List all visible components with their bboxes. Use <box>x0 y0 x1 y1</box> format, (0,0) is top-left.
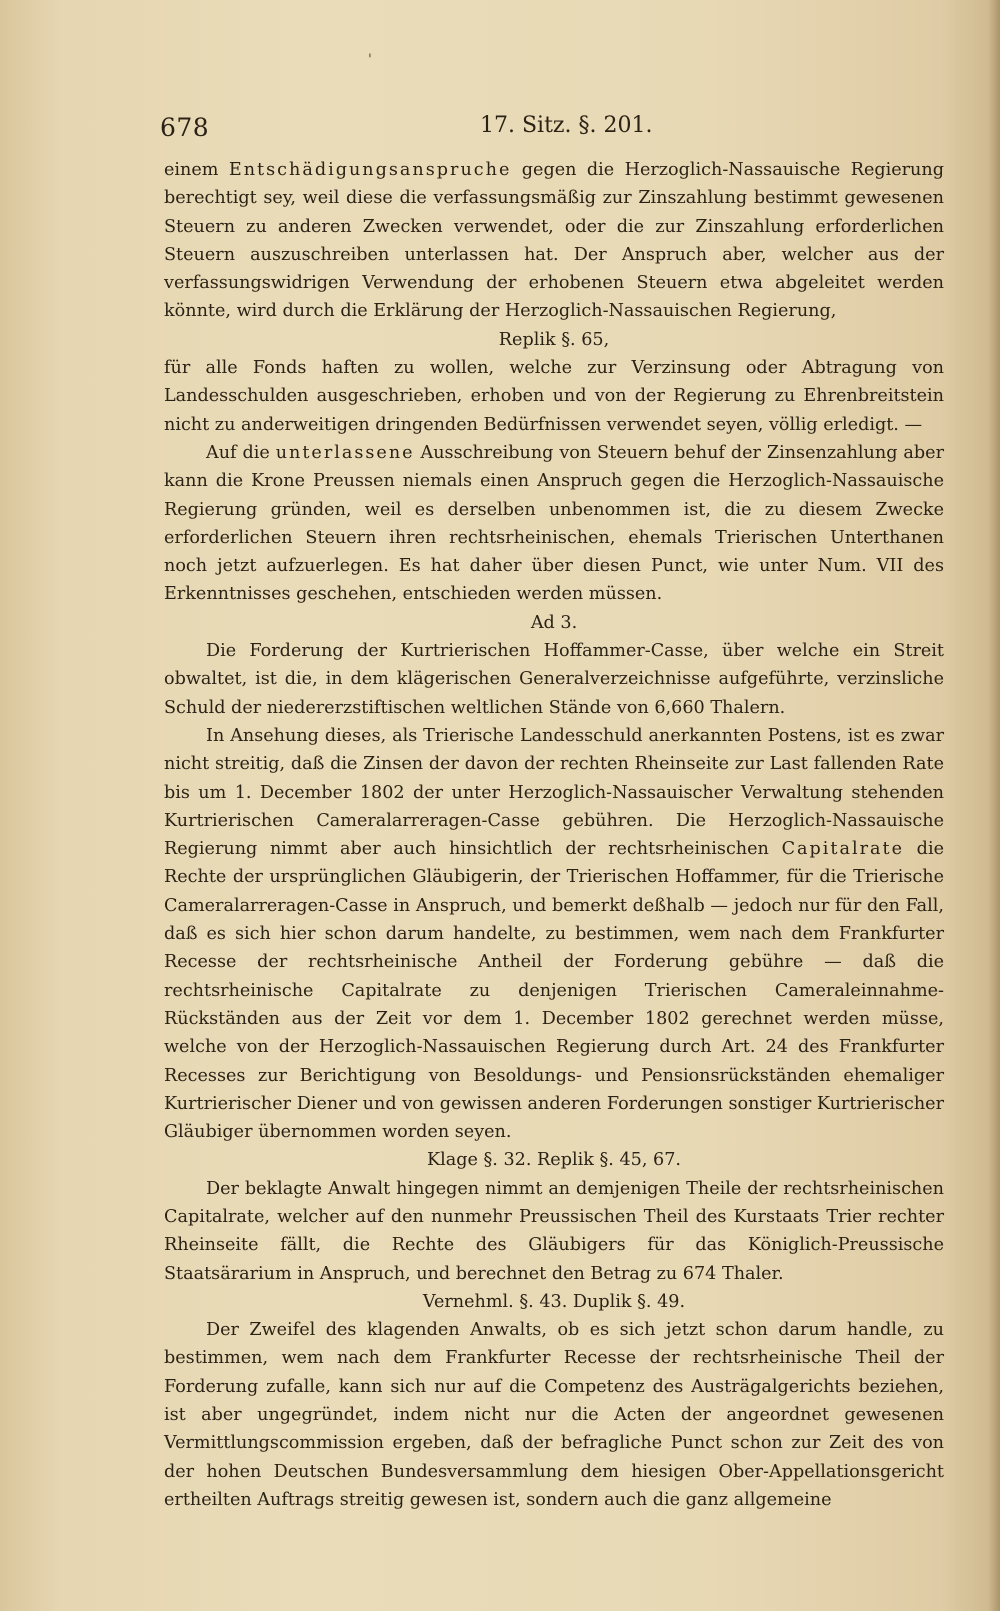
text-run: In Ansehung dieses, als Trierische Landesschuld anerkannten Postens, ist es zwar nicht streitig, daß die Zinsen der davon der rechten Rheinseite zur Last fallenden Rate bis um 1. December 1802 der unter Herzoglich-Nassauischer Verwaltung stehenden Kurtrierischen Cameralarreragen-Casse gebühren. Die Herzoglich-Nassauische Regierung nimmt aber auch hinsichtlich der rechtsrheinischen <box>164 725 944 860</box>
text-run: Klage §. 32. Replik §. 45, 67. <box>426 1150 682 1171</box>
text-run: Die Forderung der Kurtrierischen Hoffammer-Casse, über welche ein Streit obwaltet, ist die, in dem klägerischen Generalverzeichnisse aufgeführte, verzinsliche Schuld der niedererzstiftischen weltlichen Stände von 6,660 Thalern. <box>164 641 944 718</box>
emphasized-text: unterlassene <box>275 442 415 463</box>
section-reference <box>164 1288 944 1316</box>
paragraph <box>164 354 944 439</box>
paragraph <box>164 156 944 326</box>
text-run: Ausschreibung von Steuern behuf der Zinsenzahlung aber kann die Krone Preussen niemals einen Anspruch gegen die Herzoglich-Nassauische Regierung gründen, weil es derselben unbenommen ist, die zu diesem Zwecke erforderlichen Steuern ihren rechtsrheinischen, ehemals Trierischen Unterthanen noch jetzt aufzuerlegen. Es hat daher über diesen Punct, wie unter Num. VII des Erkenntnisses geschehen, entschieden werden müssen. <box>164 442 944 605</box>
paragraph <box>164 722 944 1146</box>
paragraph <box>164 637 944 722</box>
text-run: gegen die Herzoglich-Nassauische Regierung berechtigt sey, weil diese die verfassungsmäßig zur Zinszahlung bestimmt gewesenen Steuern zu anderen Zwecken verwendet, oder die zur Zinszahlung erforderlichen Steuern auszuschreiben unterlassen hat. Der Anspruch aber, welcher aus der verfassungswidrigen Verwendung der erhobenen Steuern etwa abgeleitet werden könnte, wird durch die Erklärung der Herzoglich-Nassauischen Regierung, <box>164 160 944 322</box>
text-run: Vernehml. §. 43. Duplik §. 49. <box>422 1291 686 1312</box>
text-run: einem <box>164 160 229 180</box>
page-header <box>160 113 820 143</box>
emphasized-text: Capitalrate <box>781 839 904 860</box>
paragraph <box>164 1175 944 1288</box>
text-run: Ad 3. <box>530 612 578 633</box>
paragraph <box>164 439 944 609</box>
paragraph <box>164 1316 944 1514</box>
top-mark: ' <box>368 52 372 68</box>
body-text <box>164 156 944 1514</box>
text-run: Der Zweifel des klagenden Anwalts, ob es sich jetzt schon darum handle, zu bestimmen, wem nach dem Frankfurter Recesse der rechtsrheinische Theil der Forderung zufalle, kann sich nur auf die Competenz des Austrägalgerichts beziehen, ist aber ungegründet, indem nicht nur die Acten der angeordnet gewesenen Vermittlungscommission ergeben, daß der befragliche Punct schon zur Zeit des von der hohen Deutschen Bundesversammlung dem hiesigen Ober-Appellationsgericht ertheilten Auftrags streitig gewesen ist, sondern auch die ganz allgemeine <box>164 1320 944 1510</box>
emphasized-text: Entschädigungsanspruche <box>228 160 512 180</box>
text-run: die Rechte der ursprünglichen Gläubigerin, der Trierischen Hoffammer, für die Trierische Cameralarreragen-Casse in Anspruch, und bemerkt deßhalb — jedoch nur für den Fall, daß es sich hier schon darum handelte, zu bestimmen, wem nach dem Frankfurter Recesse der rechtsrheinische Antheil der Forderung gebühre — daß die rechtsrheinische Capitalrate zu denjenigen Trierischen Cameraleinnahme-Rückständen aus der Zeit vor dem 1. December 1802 gerechnet werden müsse, welche von der Herzoglich-Nassauischen Regierung durch Art. 24 des Frankfurter Recesses zur Berichtigung von Besoldungs- und Pensionsrückständen ehemaliger Kurtrierischer Diener und von gewissen anderen Forderungen sonstiger Kurtrierischer Gläubiger übernommen worden seyen. <box>164 839 944 1143</box>
section-reference <box>164 326 944 354</box>
text-run: Der beklagte Anwalt hingegen nimmt an demjenigen Theile der rechtsrheinischen Capitalrate, welcher auf den nunmehr Preussischen Theil des Kurstaats Trier rechter Rheinseite fällt, die Rechte des Gläubigers für das Königlich-Preussische Staatsärarium in Anspruch, und berechnet den Betrag zu 674 Thaler. <box>164 1178 944 1284</box>
section-reference <box>164 609 944 637</box>
text-run: Auf die <box>206 442 276 463</box>
text-run: für alle Fonds haften zu wollen, welche zur Verzinsung oder Abtragung von Landesschulden ausgeschrieben, erhoben und von der Regierung zu Ehrenbreitstein nicht zu anderweitigen dringenden Bedürfnissen verwendet seyen, völlig erledigt. — <box>164 358 944 435</box>
text-run: Replik §. 65, <box>498 329 610 350</box>
page-number: 678 <box>160 113 210 142</box>
section-reference <box>164 1146 944 1174</box>
running-head: 17. Sitz. §. 201. <box>480 113 653 138</box>
